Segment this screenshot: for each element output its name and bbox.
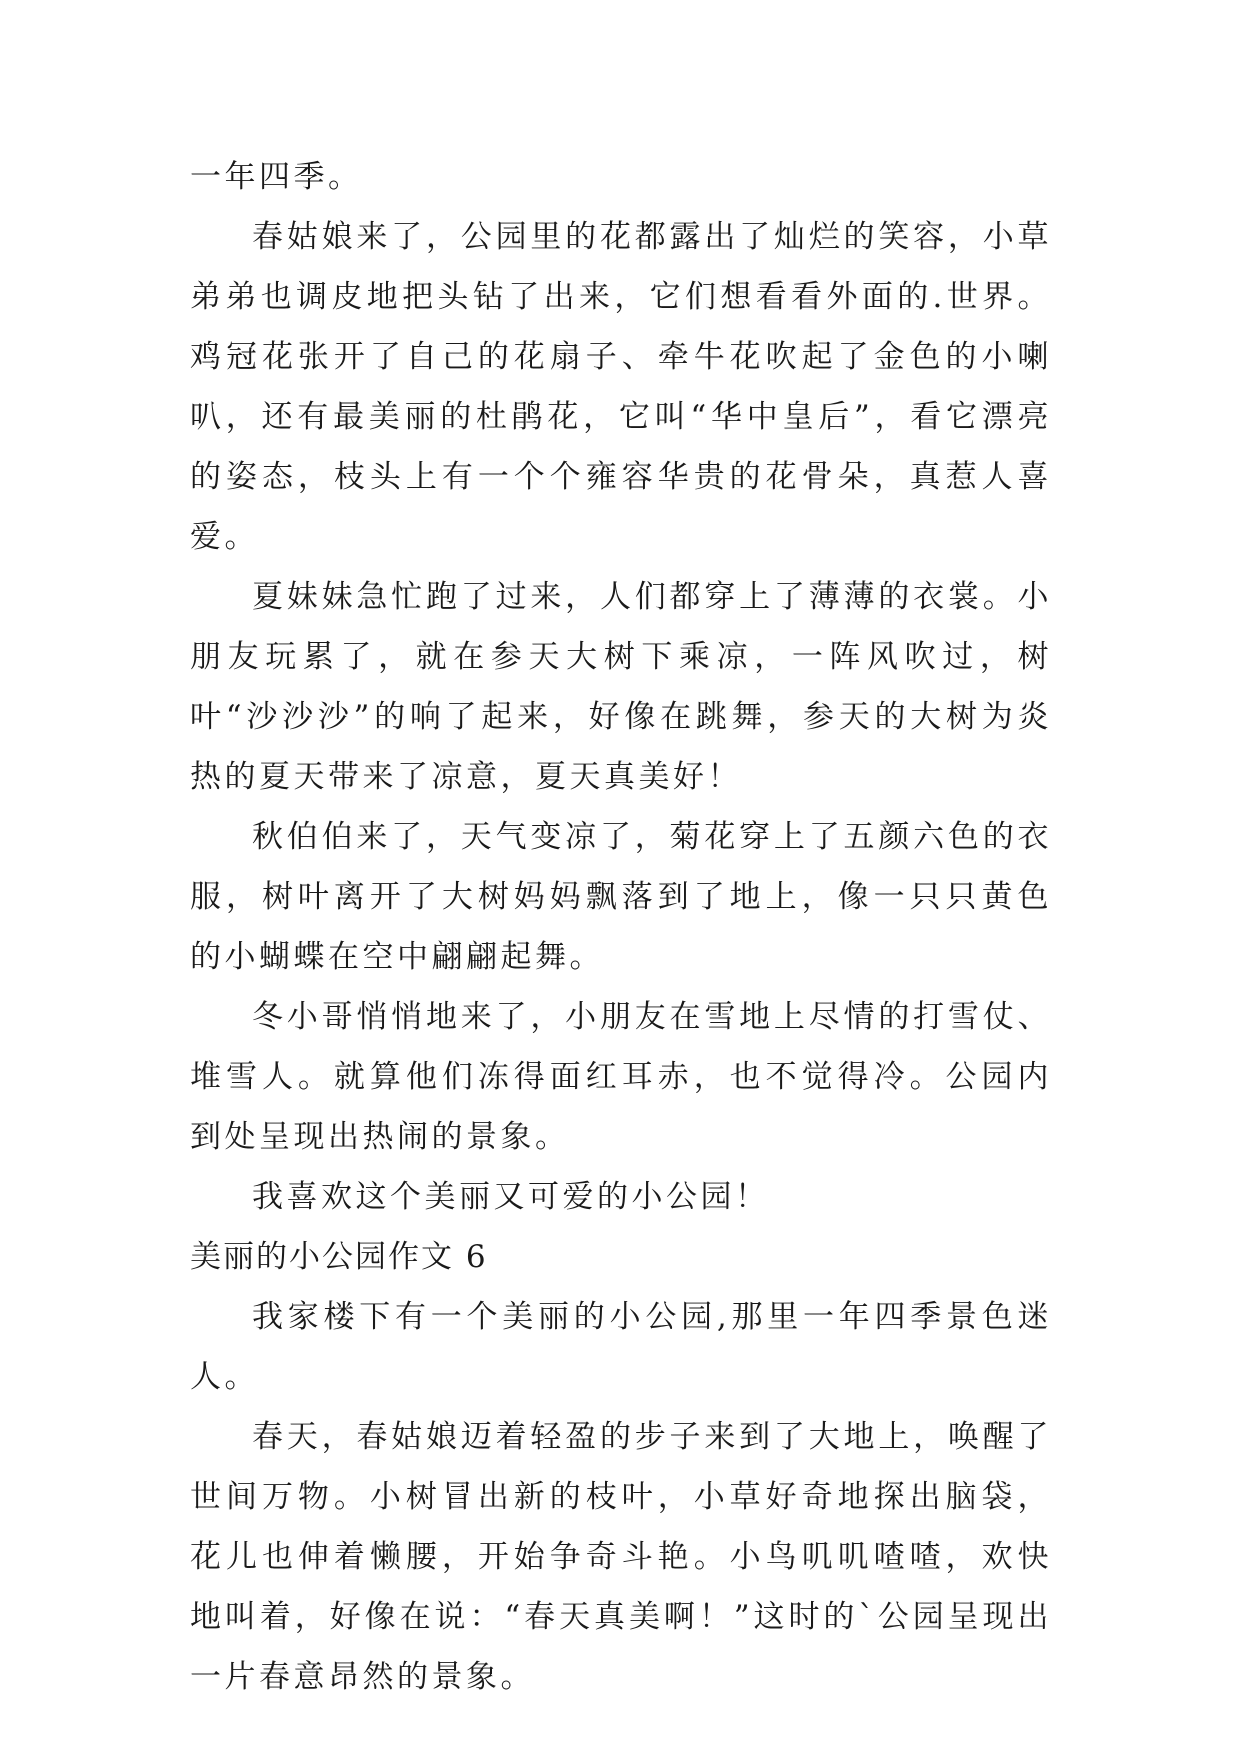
essay-heading: 美丽的小公园作文 6 bbox=[190, 1239, 488, 1275]
paragraph-spring: 春姑娘来了，公园里的花都露出了灿烂的笑容，小草弟弟也调皮地把头钻了出来，它们想看看外面的.世界。鸡冠花张开了自己的花扇子、牵牛花吹起了金色的小喇叭，还有最美丽的杜鹃花，它叫“华中皇后”，看它漂亮的姿态，枝头上有一个个雍容华贵的花骨朵，真惹人喜爱。 bbox=[190, 219, 1052, 555]
paragraph-intro: 我家楼下有一个美丽的小公园,那里一年四季景色迷人。 bbox=[190, 1299, 1052, 1395]
paragraph-conclusion: 我喜欢这个美丽又可爱的小公园！ bbox=[252, 1179, 770, 1215]
paragraph-autumn: 秋伯伯来了，天气变凉了，菊花穿上了五颜六色的衣服，树叶离开了大树妈妈飘落到了地上，像一只只黄色的小蝴蝶在空中翩翩起舞。 bbox=[190, 819, 1052, 975]
paragraph-winter: 冬小哥悄悄地来了，小朋友在雪地上尽情的打雪仗、堆雪人。就算他们冻得面红耳赤，也不觉得冷。公园内到处呈现出热闹的景象。 bbox=[190, 999, 1052, 1155]
paragraph-continuation: 一年四季。 bbox=[190, 159, 363, 195]
document-page bbox=[190, 147, 1052, 1707]
paragraph-summer: 夏妹妹急忙跑了过来，人们都穿上了薄薄的衣裳。小朋友玩累了，就在参天大树下乘凉，一阵风吹过，树叶“沙沙沙”的响了起来，好像在跳舞，参天的大树为炎热的夏天带来了凉意，夏天真美好！ bbox=[190, 579, 1052, 795]
paragraph-spring-2: 春天，春姑娘迈着轻盈的步子来到了大地上，唤醒了世间万物。小树冒出新的枝叶，小草好奇地探出脑袋，花儿也伸着懒腰，开始争奇斗艳。小鸟叽叽喳喳，欢快地叫着，好像在说：“春天真美啊！”这时的`公园呈现出一片春意昂然的景象。 bbox=[190, 1419, 1052, 1695]
